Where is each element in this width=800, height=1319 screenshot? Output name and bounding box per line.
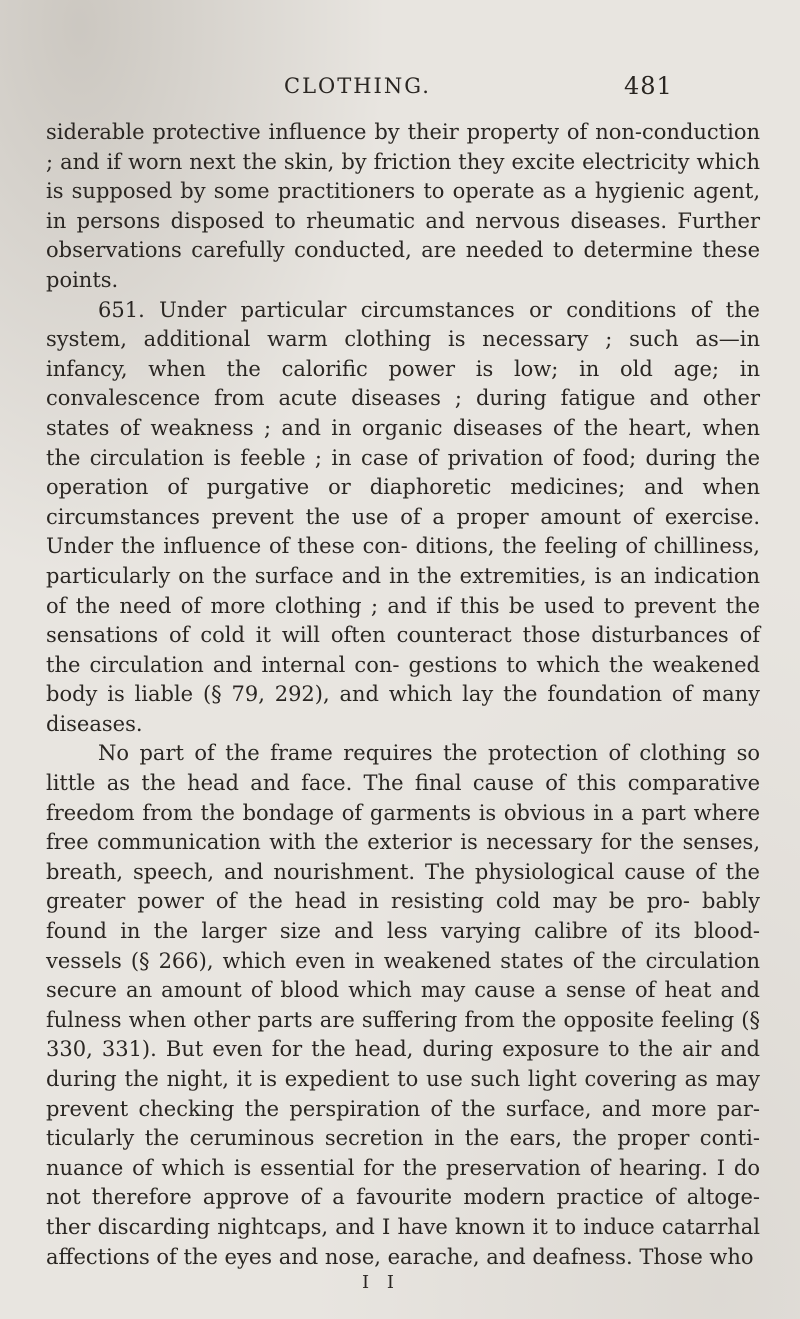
paragraph-651: 651. Under particular circumstances or conditions of the system, additional warm clothing is necessary ; such as—in infancy, when the calorific power is low; in old age; in convalescence from acute diseases ; during fatigue and other states of weakness ; and in organic diseases of the heart, when the circulation is feeble ; in case of privation of food; during the operation of purgative or diaphoretic medicines; and when circumstances prevent the use of a proper amount of exercise. Under the influence of these con- ditions, the feeling of chilliness, particularly on the surface and in the extremities, is an indication of the need of more clothing ; and if this be used to prevent the sensations of cold it will often counteract those disturbances of the circulation and internal con- gestions to which the weakened body is liable (§ 79, 292), and which lay the foundation of many diseases. — [46, 297, 760, 736]
paragraph-head-and-face: No part of the frame requires the protection of clothing so little as the head and face. The final cause of this comparative freedom from the bondage of garments is obvious in a part where free communication with the exterior is necessary for the senses, breath, speech, and nourishment. The physiological cause of the greater power of the head in resisting cold may be pro- bably found in the larger size and less varying calibre of its blood- vessels (§ 266), which even in weakened states of the circulation secure an amount of blood which may cause a sense of heat and fulness when other parts are suffering from the opposite feeling (§ 330, 331). But even for the head, during exposure to the air and during the night, it is expedient to use such light covering as may prevent checking the perspiration of the surface, and more par- ticularly the ceruminous secretion in the ears, the proper conti- nuance of which is essential for the preservation of hearing. I do not therefore approve of a favourite modern practice of altoge- ther discarding nightcaps, and I have known it to induce catarrhal affections of the eyes and nose, earache, and deafness. Those who — [46, 741, 760, 1269]
signature-mark: I I — [362, 1272, 400, 1294]
paragraph-continuation: siderable protective influence by their property of non-conduction ; and if worn next the skin, by friction they excite electricity which is supposed by some practitioners to operate as a hygienic agent, in persons disposed to rheumatic and nervous diseases. Further observations carefully conducted, are needed to determine these points. — [46, 120, 760, 292]
page-number: 481 — [624, 72, 673, 100]
body-text — [46, 118, 760, 1272]
running-head — [46, 74, 760, 104]
chapter-title: CLOTHING. — [284, 74, 431, 98]
